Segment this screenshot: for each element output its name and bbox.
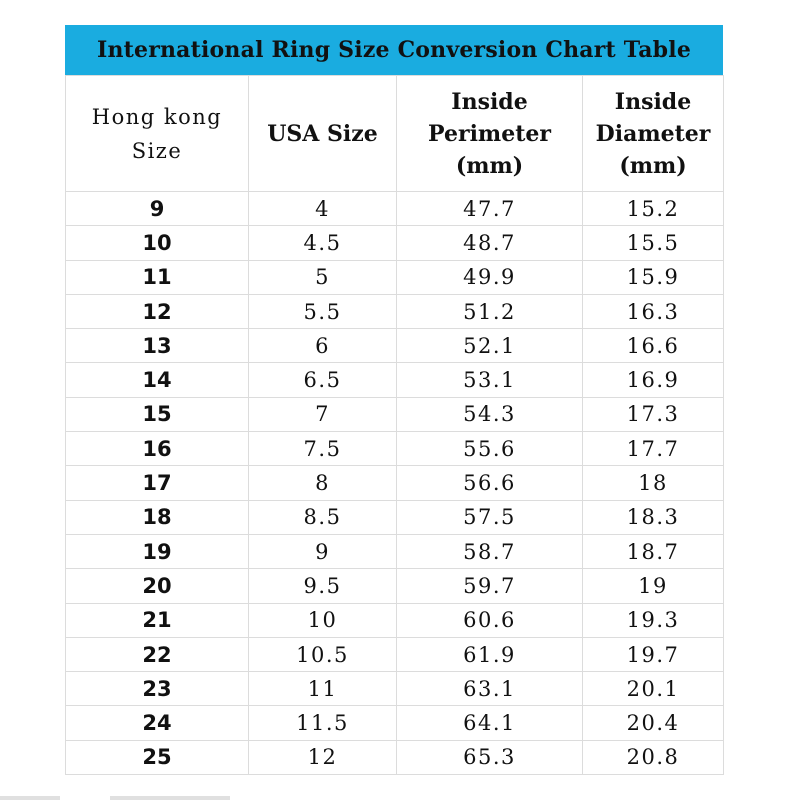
cell-hong-kong-size: 9 <box>66 192 249 226</box>
cell-inside-perimeter: 59.7 <box>397 569 583 603</box>
cell-inside-diameter: 18 <box>583 466 724 500</box>
ring-size-chart <box>65 25 723 775</box>
header-line: (mm) <box>619 152 687 179</box>
cell-hong-kong-size: 14 <box>66 363 249 397</box>
table-row <box>66 226 724 260</box>
cell-inside-diameter: 16.6 <box>583 329 724 363</box>
cell-usa-size: 11.5 <box>249 706 397 740</box>
cell-usa-size: 5.5 <box>249 294 397 328</box>
table-row <box>66 637 724 671</box>
cell-inside-diameter: 15.5 <box>583 226 724 260</box>
cell-hong-kong-size: 13 <box>66 329 249 363</box>
cell-hong-kong-size: 24 <box>66 706 249 740</box>
cell-inside-perimeter: 61.9 <box>397 637 583 671</box>
cell-inside-perimeter: 55.6 <box>397 432 583 466</box>
table-row <box>66 466 724 500</box>
cell-inside-diameter: 16.3 <box>583 294 724 328</box>
cell-usa-size: 7.5 <box>249 432 397 466</box>
table-row <box>66 260 724 294</box>
cell-hong-kong-size: 23 <box>66 672 249 706</box>
cell-usa-size: 9.5 <box>249 569 397 603</box>
cell-hong-kong-size: 22 <box>66 637 249 671</box>
header-line: USA Size <box>267 120 378 147</box>
cell-hong-kong-size: 12 <box>66 294 249 328</box>
cell-inside-perimeter: 63.1 <box>397 672 583 706</box>
cell-hong-kong-size: 15 <box>66 397 249 431</box>
cell-inside-perimeter: 51.2 <box>397 294 583 328</box>
table-row <box>66 397 724 431</box>
cell-usa-size: 6.5 <box>249 363 397 397</box>
cell-usa-size: 4 <box>249 192 397 226</box>
header-row <box>66 76 724 192</box>
cell-hong-kong-size: 25 <box>66 740 249 774</box>
header-line: Diameter <box>595 120 711 147</box>
cell-hong-kong-size: 10 <box>66 226 249 260</box>
cell-usa-size: 6 <box>249 329 397 363</box>
cell-inside-perimeter: 53.1 <box>397 363 583 397</box>
cell-inside-perimeter: 60.6 <box>397 603 583 637</box>
chart-title: International Ring Size Conversion Chart Table <box>65 25 723 75</box>
cell-inside-diameter: 16.9 <box>583 363 724 397</box>
cell-usa-size: 4.5 <box>249 226 397 260</box>
table-row <box>66 569 724 603</box>
table-body <box>66 192 724 775</box>
cell-inside-diameter: 15.9 <box>583 260 724 294</box>
cell-inside-diameter: 19.3 <box>583 603 724 637</box>
header-line: Perimeter <box>428 120 551 147</box>
header-line: Hong kong <box>91 104 223 129</box>
cell-hong-kong-size: 17 <box>66 466 249 500</box>
header-line: Inside <box>451 88 528 115</box>
table-row <box>66 740 724 774</box>
header-usa-size <box>249 76 397 192</box>
header-inside-diameter <box>583 76 724 192</box>
header-line: (mm) <box>455 152 524 179</box>
cell-hong-kong-size: 19 <box>66 534 249 568</box>
cell-usa-size: 9 <box>249 534 397 568</box>
cell-inside-perimeter: 47.7 <box>397 192 583 226</box>
cell-inside-diameter: 17.3 <box>583 397 724 431</box>
cell-inside-diameter: 20.1 <box>583 672 724 706</box>
cell-inside-diameter: 19 <box>583 569 724 603</box>
cell-hong-kong-size: 18 <box>66 500 249 534</box>
header-line: Size <box>131 138 183 163</box>
cell-inside-perimeter: 48.7 <box>397 226 583 260</box>
cell-usa-size: 10.5 <box>249 637 397 671</box>
cell-inside-diameter: 18.7 <box>583 534 724 568</box>
conversion-table <box>65 75 724 775</box>
table-row <box>66 500 724 534</box>
cell-hong-kong-size: 21 <box>66 603 249 637</box>
cell-hong-kong-size: 11 <box>66 260 249 294</box>
cell-usa-size: 12 <box>249 740 397 774</box>
cell-inside-perimeter: 65.3 <box>397 740 583 774</box>
cell-usa-size: 8.5 <box>249 500 397 534</box>
cell-usa-size: 7 <box>249 397 397 431</box>
cell-usa-size: 8 <box>249 466 397 500</box>
cell-inside-perimeter: 58.7 <box>397 534 583 568</box>
cell-inside-diameter: 20.4 <box>583 706 724 740</box>
table-row <box>66 603 724 637</box>
cell-usa-size: 5 <box>249 260 397 294</box>
cell-inside-perimeter: 52.1 <box>397 329 583 363</box>
header-line: Inside <box>614 88 692 115</box>
cell-inside-perimeter: 64.1 <box>397 706 583 740</box>
table-row <box>66 432 724 466</box>
cell-inside-diameter: 18.3 <box>583 500 724 534</box>
cell-inside-perimeter: 49.9 <box>397 260 583 294</box>
cell-hong-kong-size: 16 <box>66 432 249 466</box>
cell-inside-perimeter: 57.5 <box>397 500 583 534</box>
table-row <box>66 294 724 328</box>
cell-inside-diameter: 17.7 <box>583 432 724 466</box>
footer-divider <box>0 796 60 800</box>
table-row <box>66 534 724 568</box>
cell-usa-size: 11 <box>249 672 397 706</box>
cell-hong-kong-size: 20 <box>66 569 249 603</box>
cell-inside-diameter: 20.8 <box>583 740 724 774</box>
table-row <box>66 706 724 740</box>
table-row <box>66 363 724 397</box>
cell-inside-perimeter: 54.3 <box>397 397 583 431</box>
header-inside-perimeter <box>397 76 583 192</box>
table-row <box>66 192 724 226</box>
cell-inside-diameter: 15.2 <box>583 192 724 226</box>
footer-divider <box>110 796 230 800</box>
table-row <box>66 672 724 706</box>
header-hong-kong-size <box>66 76 249 192</box>
cell-inside-diameter: 19.7 <box>583 637 724 671</box>
table-row <box>66 329 724 363</box>
cell-inside-perimeter: 56.6 <box>397 466 583 500</box>
cell-usa-size: 10 <box>249 603 397 637</box>
